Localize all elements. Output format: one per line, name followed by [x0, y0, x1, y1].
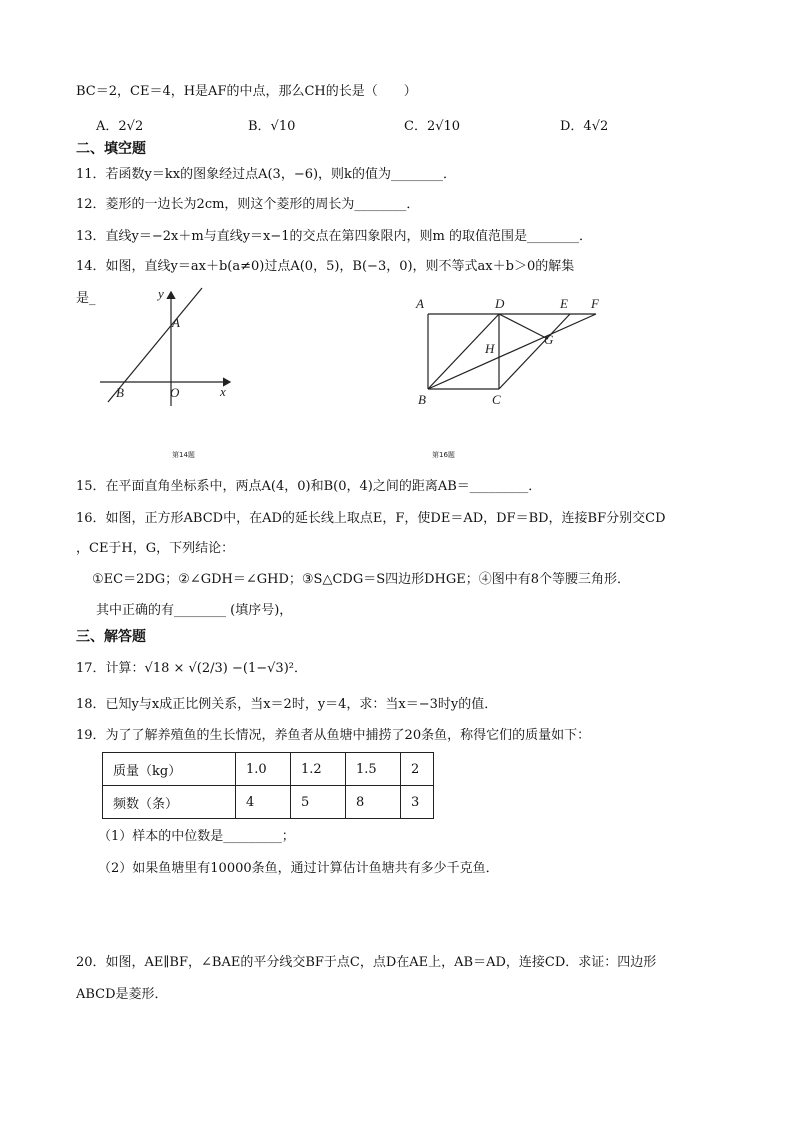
- table-row: [103, 786, 434, 819]
- table-cell: 频数（条）: [103, 786, 236, 819]
- q10-option-a: A．2√2: [96, 119, 144, 134]
- q19-table: [102, 752, 434, 819]
- figure-14-caption: 第14题: [172, 451, 195, 459]
- q11: 11．若函数y＝kx的图象经过点A(3，−6)，则k的值为________．: [76, 167, 456, 182]
- q15: 15．在平面直角坐标系中，两点A(4，0)和B(0，4)之间的距离AB＝_________．: [76, 479, 542, 494]
- label-F: F: [591, 296, 599, 311]
- table-cell: 5: [291, 786, 346, 819]
- q20-line2: ABCD是菱形．: [76, 987, 168, 1002]
- q10-tail: BC＝2，CE＝4，H是AF的中点，那么CH的长是（ ）: [76, 84, 417, 99]
- table-cell: 1.2: [291, 753, 346, 786]
- section3-title: 三、解答题: [76, 629, 146, 645]
- q18: 18．已知y与x成正比例关系，当x＝2时，y＝4，求：当x＝−3时y的值．: [76, 697, 498, 712]
- table-cell: 1.5: [346, 753, 401, 786]
- table-cell: 8: [346, 786, 401, 819]
- q19-part1: （1）样本的中位数是_________；: [98, 829, 295, 844]
- q14-line1: 14．如图，直线y＝ax＋b(a≠0)过点A(0，5)，B(−3，0)，则不等式ax＋b＞0的解集: [76, 259, 575, 274]
- label-D: D: [495, 296, 505, 311]
- q16-conclusions: ①EC＝2DG；②∠GDH＝∠GHD；③S△CDG＝S四边形DHGE；④图中有8个等腰三角形．: [92, 572, 631, 587]
- q16-answer: 其中正确的有________ (填序号)，: [96, 603, 293, 618]
- table-cell: 2: [401, 753, 434, 786]
- label-H: H: [485, 341, 495, 356]
- q16-line1: 16．如图，正方形ABCD中，在AD的延长线上取点E，F，使DE＝AD，DF＝BD，连接BF分别交CD: [76, 511, 666, 526]
- label-A: A: [172, 315, 180, 330]
- label-x: x: [220, 384, 226, 399]
- table-cell: 质量（kg）: [103, 753, 236, 786]
- q13: 13．直线y＝−2x＋m与直线y＝x−1的交点在第四象限内，则m 的取值范围是________．: [76, 229, 593, 244]
- table-row: [103, 753, 434, 786]
- label-A: A: [416, 296, 424, 311]
- table-cell: 3: [401, 786, 434, 819]
- section2-title: 二、填空题: [76, 141, 146, 157]
- q12: 12．菱形的一边长为2cm，则这个菱形的周长为________．: [76, 197, 420, 212]
- q19-part2: （2）如果鱼塘里有10000条鱼，通过计算估计鱼塘共有多少千克鱼．: [98, 861, 499, 876]
- q10-option-b: B．√10: [248, 119, 296, 134]
- table-cell: 1.0: [236, 753, 291, 786]
- label-y: y: [158, 286, 164, 301]
- figure-16-caption: 第16题: [432, 451, 455, 459]
- label-B: B: [116, 385, 124, 400]
- figure-14: [96, 284, 246, 409]
- label-E: E: [560, 296, 568, 311]
- figure-16: [410, 292, 610, 412]
- q16-line2: ，CE于H，G，下列结论：: [76, 541, 235, 556]
- q14-line2: 是_: [76, 291, 96, 306]
- q10-option-d: D．4√2: [560, 119, 609, 134]
- q10-option-c: C．2√10: [404, 119, 461, 134]
- label-C: C: [492, 392, 501, 407]
- q20-line1: 20．如图，AE∥BF，∠BAE的平分线交BF于点C，点D在AE上，AB＝AD，连接CD．求证：四边形: [76, 955, 657, 970]
- label-B: B: [418, 392, 426, 407]
- q19: 19．为了了解养殖鱼的生长情况，养鱼者从鱼塘中捕捞了20条鱼，称得它们的质量如下：: [76, 728, 591, 743]
- table-cell: 4: [236, 786, 291, 819]
- label-O: O: [170, 385, 180, 400]
- label-G: G: [544, 332, 554, 347]
- q17: 17．计算：√18 × √(2/3) −(1−√3)²．: [76, 661, 307, 676]
